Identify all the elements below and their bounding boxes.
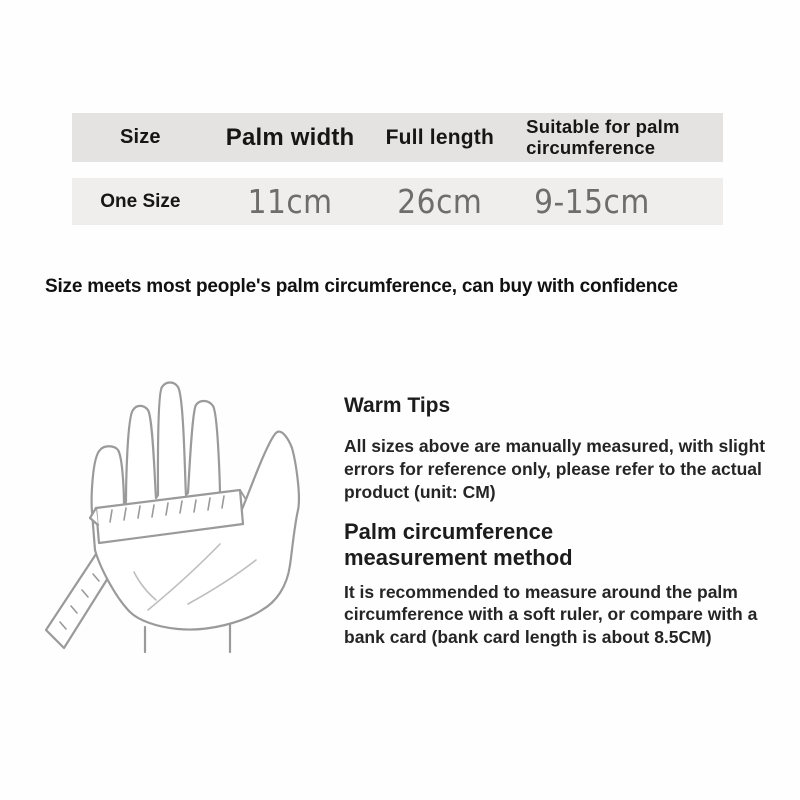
hand-measuring-tape-illustration	[38, 372, 333, 657]
measurement-method-title: Palm circumference measurement method	[344, 518, 573, 571]
size-table-header-row	[72, 113, 723, 162]
warm-tips-title: Warm Tips	[344, 394, 451, 417]
tips-column	[344, 394, 780, 649]
size-table	[72, 113, 723, 225]
column-header-palm-width: Palm width	[225, 123, 355, 151]
column-header-size: Size	[119, 126, 161, 148]
size-table-value-row	[72, 178, 723, 225]
hand-sketch-icon	[38, 372, 333, 657]
measurement-method-body: It is recommended to measure around the palm circumference with a soft ruler, or compare with a bank card (bank card length is about 8.5CM)	[344, 581, 758, 648]
warm-tips-body: All sizes above are manually measured, with slight errors for reference only, please refer to the actual product (unit: CM)	[344, 436, 766, 502]
confidence-note: Size meets most people's palm circumference, can buy with confidence	[45, 276, 678, 297]
column-header-suitable-circumference: Suitable for palm circumference	[526, 116, 680, 158]
cell-size-name: One Size	[100, 190, 181, 212]
cell-palm-width: 11cm	[247, 182, 333, 221]
column-header-full-length: Full length	[385, 125, 494, 149]
cell-full-length: 26cm	[397, 182, 483, 221]
cell-suitable-circumference: 9-15cm	[534, 182, 650, 221]
